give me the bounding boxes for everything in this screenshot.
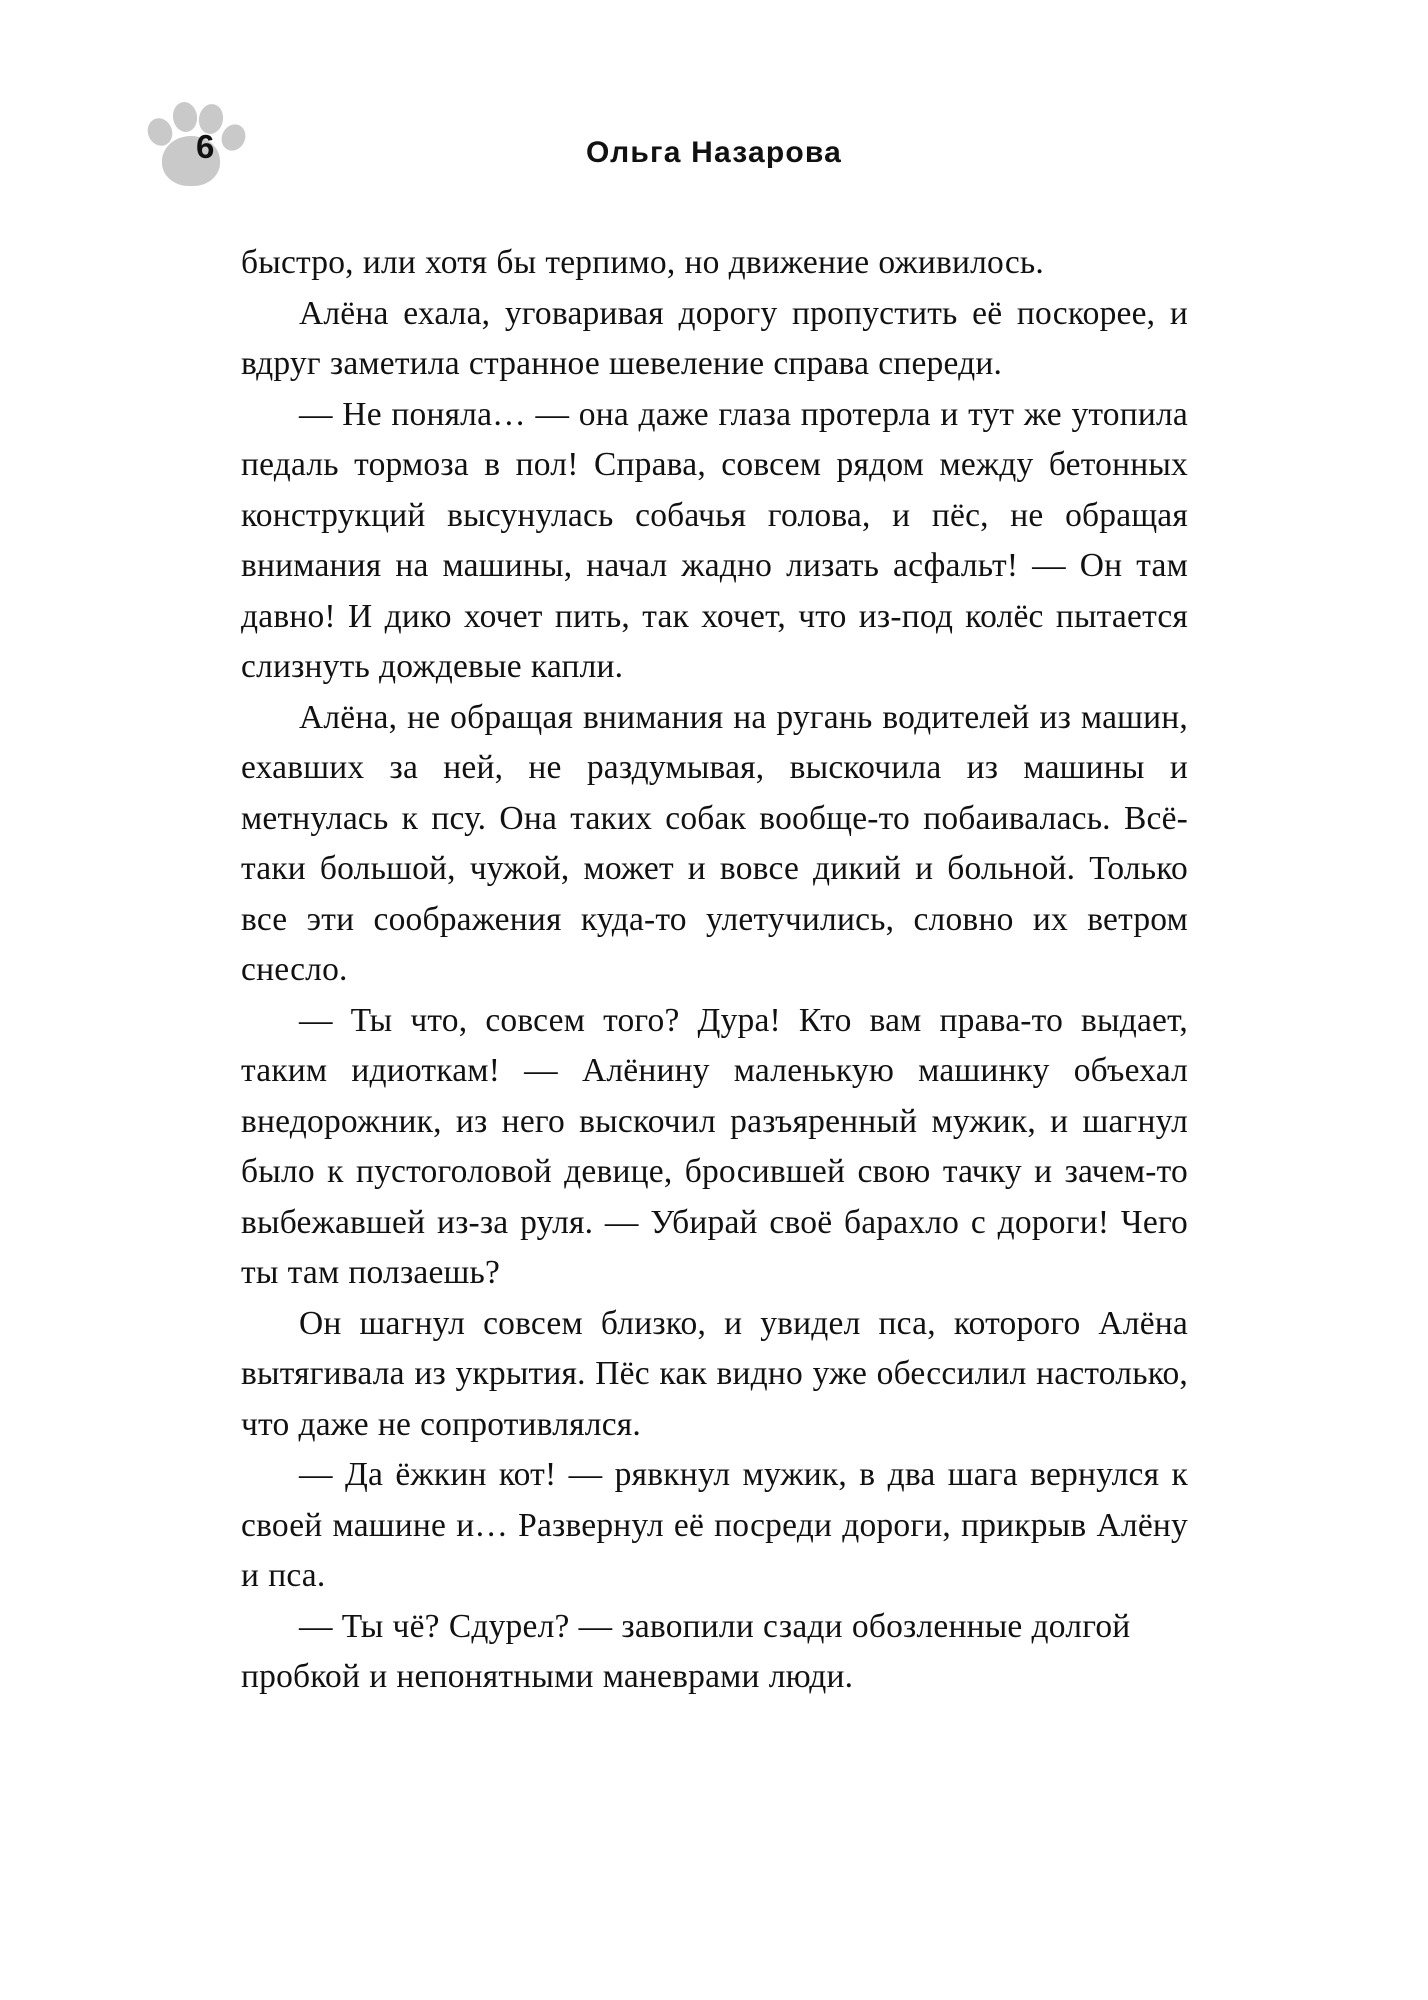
paragraph: — Да ёжкин кот! — рявкнул мужик, в два шага вернулся к своей машине и… Развернул её посреди дороги, прикрыв Алёну и пса. xyxy=(241,1456,1188,1594)
page-header xyxy=(0,0,1428,210)
paragraph: Алёна, не обращая внимания на ругань водителей из машин, ехавших за ней, не раздумывая, выскочила из машины и метнулась к псу. Она таких собак вообще-то побаивалась. Всё-таки большой, чужой, может и вовсе дикий и больной. Только все эти соображения куда-то улетучились, словно их ветром снесло. xyxy=(241,698,1188,988)
paragraph: — Ты что, совсем того? Дура! Кто вам права-то выдает, таким идиоткам! — Алёнину маленькую машинку объехал внедорожник, из него выскочил разъяренный мужик, и шагнул было к пустоголовой девице, бросившей свою тачку и зачем-то выбежавшей из-за руля. — Убирай своё барахло с дороги! Чего ты там ползаешь? xyxy=(241,1001,1188,1291)
paragraph: — Ты чё? Сдурел? — завопили сзади обозленные долгой пробкой и непонятными маневрами люди. xyxy=(241,1607,1131,1695)
paragraph: быстро, или хотя бы терпимо, но движение оживилось. xyxy=(241,244,1044,281)
page-number: 6 xyxy=(196,128,215,165)
running-head-author: Ольга Назарова xyxy=(585,136,843,169)
paragraph: Он шагнул совсем близко, и увидел пса, которого Алёна вытягивала из укрытия. Пёс как видно уже обессилил настолько, что даже не сопротивлялся. xyxy=(241,1304,1188,1443)
page-body xyxy=(241,238,1188,1703)
paw-toe-2 xyxy=(171,100,199,133)
paragraph: Алёна ехала, уговаривая дорогу пропустить её поскорее, и вдруг заметила странное шевеление справа спереди. xyxy=(241,294,1188,382)
paragraph: — Не поняла… — она даже глаза протерла и тут же утопила педаль тормоза в пол! Справа, совсем рядом между бетонных конструкций высунулась собачья голова, и пёс, не обращая внимания на машины, начал жадно лизать асфальт! — Он там давно! И дико хочет пить, так хочет, что из-под колёс пытается слизнуть дождевые капли. xyxy=(241,395,1188,685)
